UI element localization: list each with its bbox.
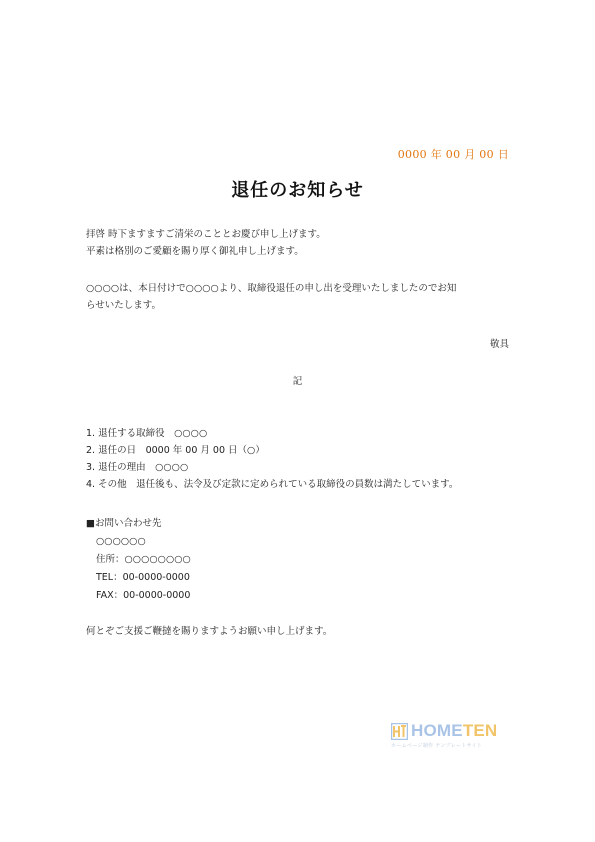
- logo-wordmark: [411, 721, 497, 741]
- contact-heading: ■お問い合わせ先: [86, 518, 162, 529]
- document-date: 0000 年 00 月 00 日: [397, 148, 509, 161]
- list-item: 4. その他 退任後も、法令及び定款に定められている取締役の員数は満たしています。: [86, 479, 459, 490]
- list-item: 1. 退任する取締役 ○○○○: [86, 428, 208, 439]
- contact-block: [86, 515, 191, 605]
- contact-name: ○○○○○○: [96, 536, 146, 547]
- greeting-block: [86, 226, 326, 260]
- closing-word: 敬具: [489, 339, 509, 350]
- contact-tel: TEL：00-0000-0000: [96, 572, 190, 583]
- final-line: 何とぞご支援ご鞭撻を賜りますようお願い申し上げます。: [86, 626, 333, 637]
- item-list: [86, 425, 458, 493]
- contact-address: 住所：○○○○○○○○: [96, 554, 191, 565]
- logo-word-ten: TEN: [462, 721, 498, 740]
- hometen-logo: [391, 723, 521, 753]
- announcement-line: ○○○○は、本日付けで○○○○より、取締役退任の申し出を受理いたしましたのでお知: [86, 283, 457, 294]
- greeting-line: 拝啓 時下ますますご清栄のこととお慶び申し上げます。: [86, 229, 326, 240]
- document-title: 退任のお知らせ: [231, 180, 364, 201]
- list-item: 3. 退任の理由 ○○○○: [86, 462, 189, 473]
- list-item: 2. 退任の日 0000 年 00 月 00 日（○）: [86, 445, 265, 456]
- greeting-line: 平素は格別のご愛顧を賜り厚く御礼申し上げます。: [86, 246, 304, 257]
- logo-word-home: HOME: [411, 721, 463, 740]
- hometen-mark-icon: [391, 723, 408, 740]
- announcement-block: [86, 280, 456, 314]
- ki-label: 記: [292, 376, 303, 387]
- announcement-line: らせいたします。: [86, 300, 161, 311]
- contact-fax: FAX：00-0000-0000: [96, 590, 191, 601]
- logo-subtitle: ホームページ制作 テンプレートサイト: [391, 743, 483, 749]
